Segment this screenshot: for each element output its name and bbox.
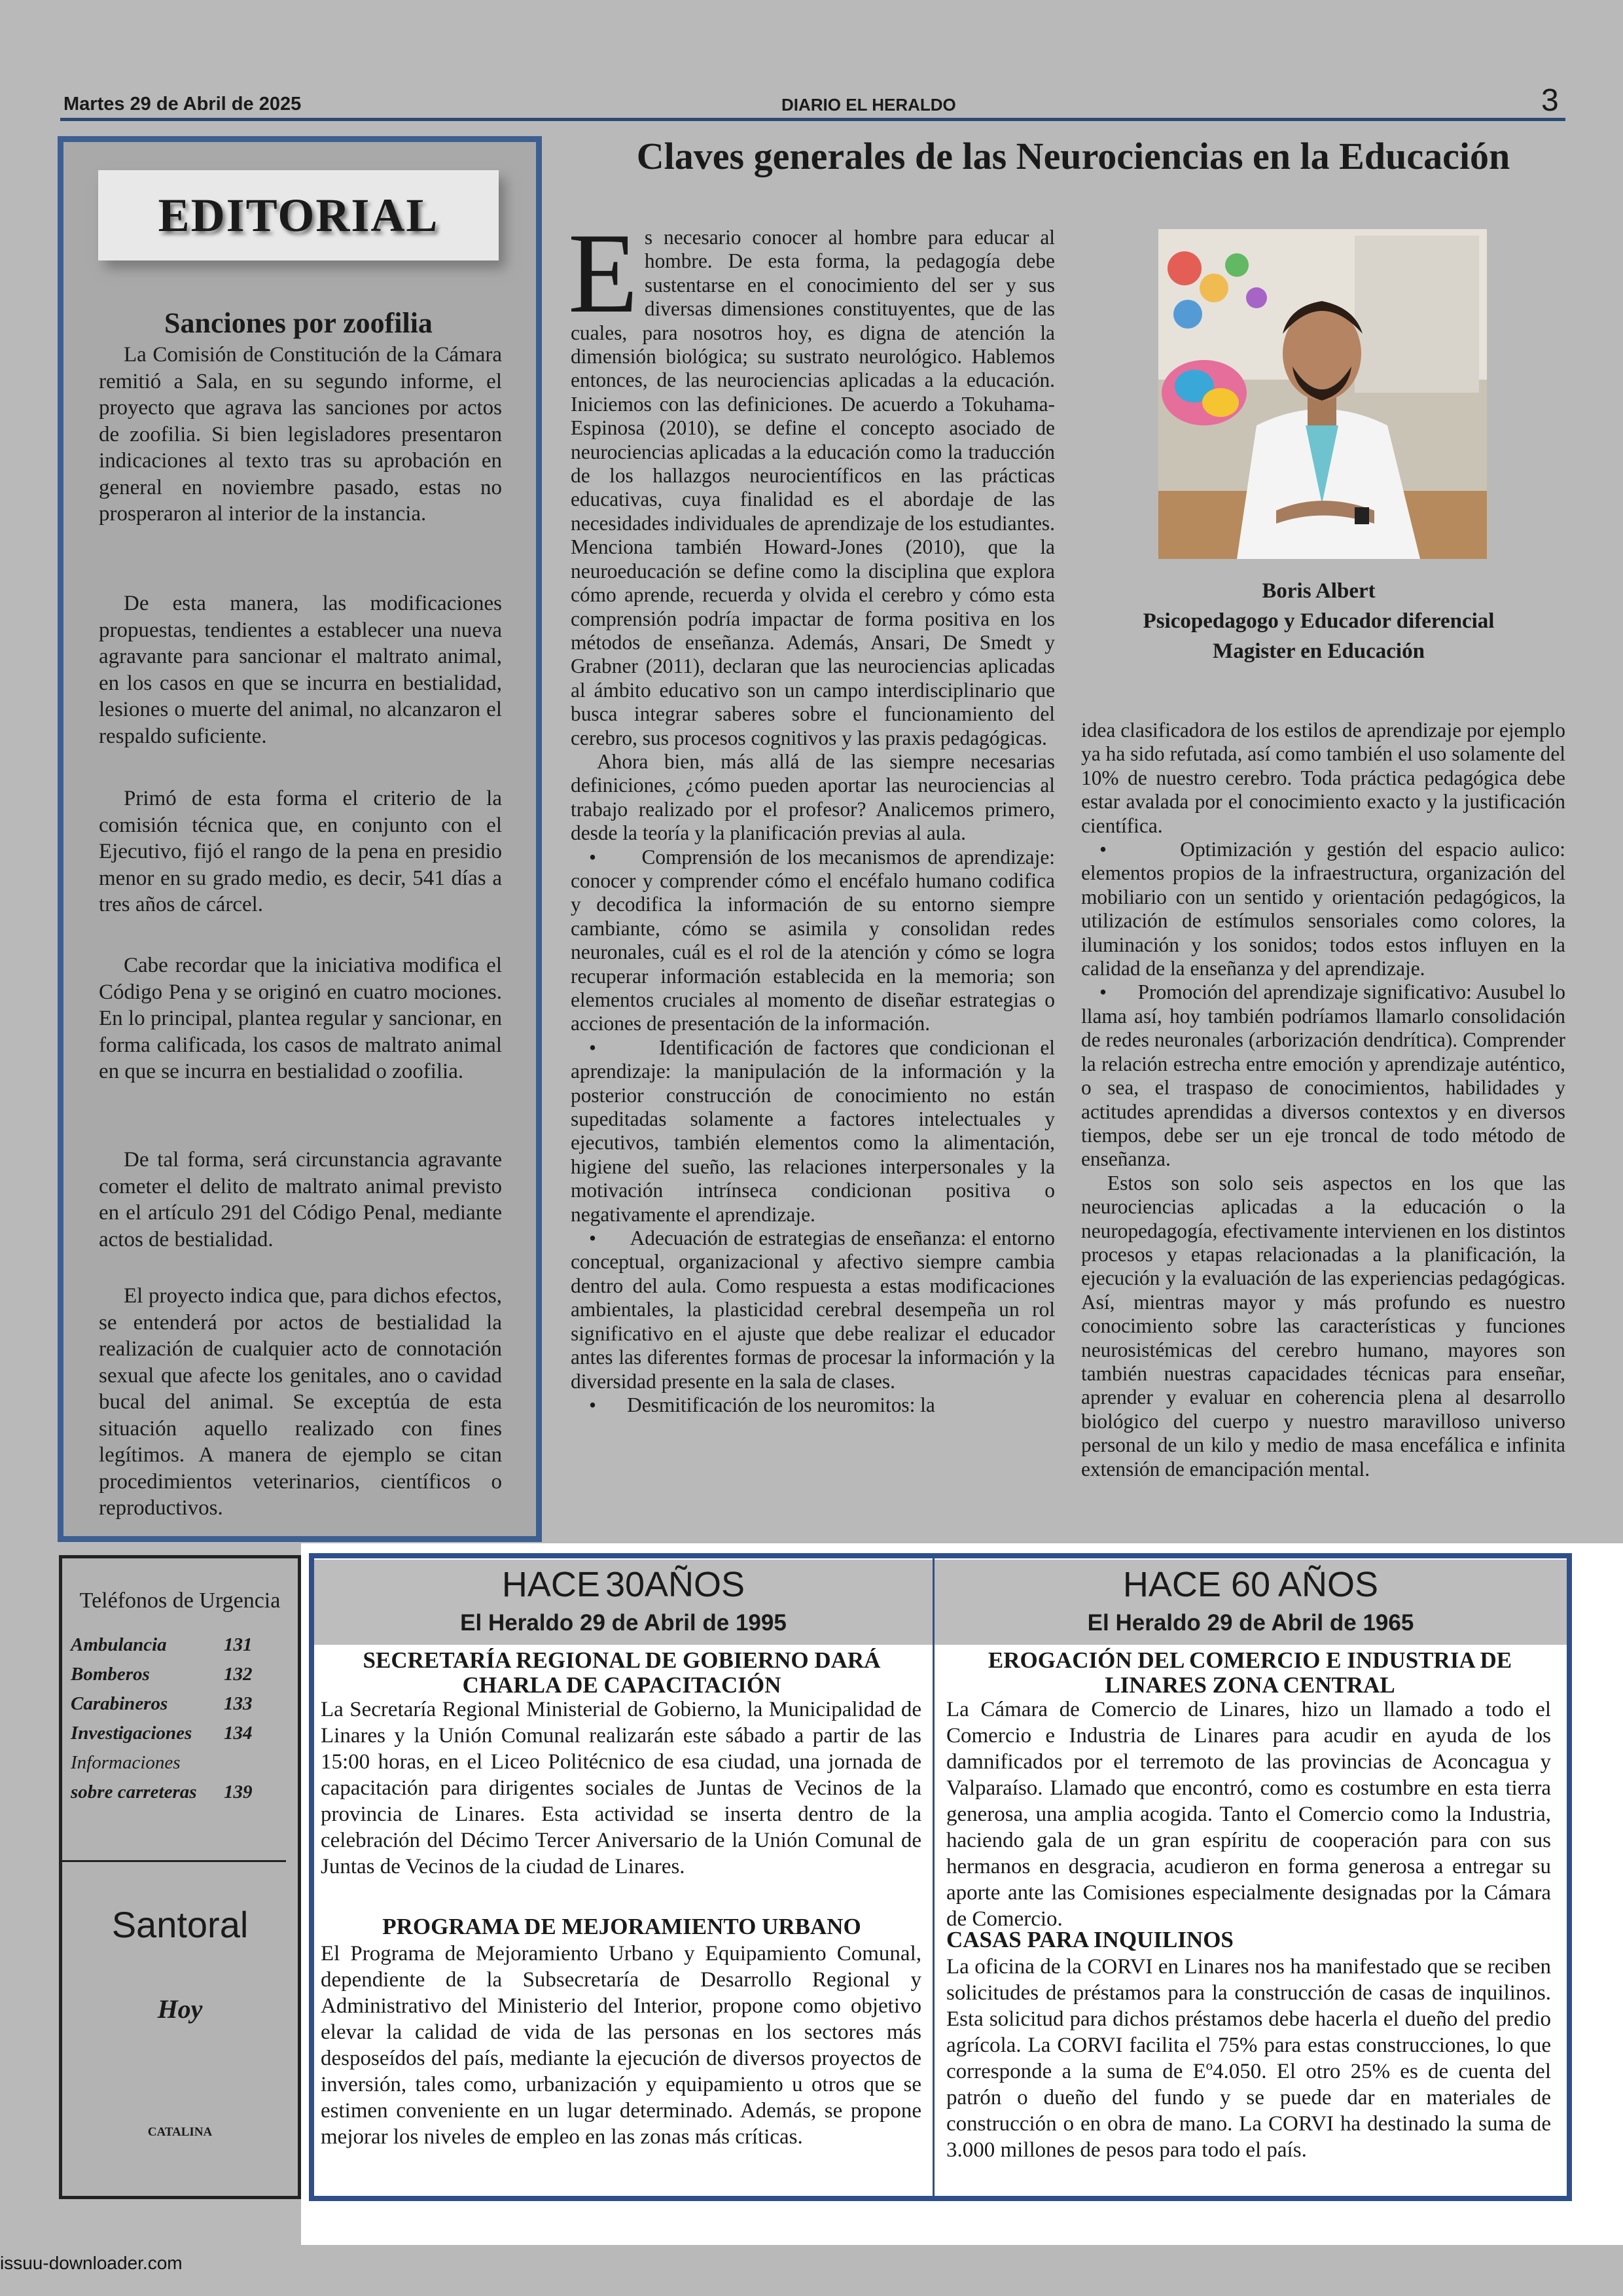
hace30-headline-1: SECRETARÍA REGIONAL DE GOBIERNO DARÁ CHARLA DE CAPACITACIÓN [363, 1647, 881, 1698]
editorial-label: EDITORIAL [98, 170, 499, 260]
article-bullet: • Promoción del aprendizaje significativo: Ausubel lo llama así, hoy también podríamos llamarlo consolidación de redes neuronales (arborización dendrítica). Comprender la relación estrecha entre emoción y aprendizaje auténtico, o sea, el traspaso de conocimientos, habilidades y actitudes aprendidas a diversos contextos y en diversos tiempos, debe ser un eje troncal de todo método de enseñanza. [1081, 980, 1565, 1171]
emergency-info-label: Informaciones [71, 1752, 181, 1773]
editorial-headline: Sanciones por zoofilia [164, 307, 433, 339]
newspaper-name: DIARIO EL HERALDO [781, 95, 956, 115]
author-photo [1158, 229, 1487, 559]
emergency-label: Bomberos [71, 1664, 150, 1685]
hace30-headline-2: PROGRAMA DE MEJORAMIENTO URBANO [382, 1914, 861, 1939]
author-role: Psicopedagogo y Educador diferencial [1143, 609, 1495, 633]
article-bullet: • Adecuación de estrategias de enseñanza: el entorno conceptual, organizacional y afectivo siempre cambia dentro del aula. Como respuesta a estas modificaciones ambientales, la plasticidad cerebral desempeña un rol significativo en el ajuste que debe realizar el educador antes las diferentes formas de procesar la información y la diversidad presente en la sala de clases. [571, 1227, 1055, 1393]
emergency-label: Carabineros [71, 1693, 168, 1714]
hace60-title: HACE 60 AÑOS [1122, 1565, 1379, 1604]
article-bullet: • Identificación de factores que condicionan el aprendizaje: la manipulación de la información y la posterior construcción de conocimiento no están supeditadas solamente a factores intelectuales y ejecutivos, también elementos como la alimentación, higiene del sueño, las relaciones interpersonales y la motivación intrínseca condicionan positiva o negativamente el aprendizaje. [571, 1035, 1055, 1226]
emergency-row [71, 1664, 267, 1685]
hace30-title: HACE 30AÑOS [501, 1565, 745, 1604]
emergency-number: 134 [224, 1723, 253, 1744]
article-column-1 [568, 209, 1055, 1417]
editorial-paragraph: Cabe recordar que la iniciativa modifica el Código Pena y se originó en cuatro mociones. En lo principal, plantea regular y sancionar, en forma calificada, los casos de maltrato animal en que se incurra en bestialidad o zoofilia. [99, 954, 502, 1083]
editorial-paragraph: Primó de esta forma el criterio de la comisión técnica que, en conjunto con el Ejecutivo, fijó el rango de la pena en presidio menor en su grado medio, es decir, 541 días a tres años de cárcel. [99, 787, 502, 916]
author-name: Boris Albert [1262, 579, 1376, 603]
hace60-headline-1: EROGACIÓN DEL COMERCIO E INDUSTRIA DE LINARES ZONA CENTRAL [988, 1647, 1512, 1698]
emergency-label: sobre carreteras [71, 1782, 197, 1803]
editorial-paragraph: De tal forma, será circunstancia agravante cometer el delito de maltrato animal previsto en el artículo 291 del Código Penal, mediante actos de bestialidad. [99, 1148, 502, 1251]
header-rule [60, 118, 1565, 121]
emergency-title: Teléfonos de Urgencia [79, 1588, 281, 1613]
emergency-number: 132 [224, 1664, 253, 1685]
santoral-title: Santoral [111, 1904, 249, 1945]
emergency-row [71, 1693, 267, 1715]
santoral-saint: CATALINA [147, 2125, 213, 2139]
page-number: 3 [1541, 83, 1559, 118]
drop-cap: E [568, 209, 638, 336]
article-paragraph: s necesario conocer al hombre para educar al hombre. De esta forma, la pedagogía debe sustentarse en el conocimiento del ser y sus diversas dimensiones constituyentes, que de las cuales, para nosotros hoy, es digna de atención la dimensión biológica; su sustrato neurológico. Hablemos entonces, de las neurociencias aplicadas a la educación. Iniciemos con las definiciones. De acuerdo a Tokuhama-Espinosa (2010), se define el concepto asociado de neurociencias aplicadas a la educación como la traducción de los hallazgos neurocientíficos en las prácticas educativas, cuya finalidad es el abordaje de las necesidades individuales de aprendizaje de los estudiantes. Menciona también Howard-Jones (2010), que la neuroeducación se define como la disciplina que explora cómo aprende, recuerda y olvida el cerebro y cómo esta comprensión podría impactar de forma positiva en los métodos de enseñanza. Además, Ansari, De Smedt y Grabner (2011), declaran que las neurociencias aplicadas al ámbito educativo son un campo interdisciplinario que busca integrar saberes sobre el funcionamiento del cerebro, sus procesos cognitivos y las praxis pedagógicas. [571, 226, 1055, 749]
watermark: issuu-downloader.com [0, 2253, 183, 2273]
emergency-row [71, 1782, 267, 1803]
emergency-label: Investigaciones [71, 1723, 192, 1744]
santoral-today: Hoy [157, 1994, 203, 2024]
info-divider [62, 1860, 286, 1862]
article-bullet: • Optimización y gestión del espacio aulico: elementos propios de la infraestructura, organización del mobiliario con un sentido y orientación pedagógicos, la utilización de estímulos sensoriales como colores, la iluminación y los sonidos; todos estos influyen en la calidad de la enseñanza y del aprendizaje. [1081, 838, 1565, 980]
issue-date: Martes 29 de Abril de 2025 [63, 94, 302, 115]
emergency-row [71, 1634, 267, 1656]
editorial-paragraph: De esta manera, las modificaciones propuestas, tendientes a establecer una nueva agravante para sancionar el maltrato animal, en los casos en que se incurra en bestialidad, lesiones o muerte del animal, no alcanzaron el respaldo suficiente. [99, 592, 502, 748]
article-paragraph: Ahora bien, más allá de las siempre necesarias definiciones, ¿cómo pueden aportar las neurociencias al trabajo realizado por el profesor? Analicemos primero, desde la teoría y la planificación previas al aula. [571, 749, 1055, 845]
article-column-2 [1081, 719, 1565, 1481]
hace60-subtitle: El Heraldo 29 de Abril de 1965 [1087, 1610, 1414, 1636]
emergency-number: 131 [224, 1634, 253, 1655]
article-bullet: • Comprensión de los mecanismos de aprendizaje: conocer y comprender cómo el encéfalo humano codifica y decodifica la información de su entorno siempre cambiante, cómo se asimila y consolidan redes neuronales, cuál es el rol de la atención y cómo se logra recuperar información establecida en la memoria; son elementos cruciales al momento de diseñar estrategias o acciones de presentación de la información. [571, 845, 1055, 1035]
author-degree: Magister en Educación [1213, 639, 1425, 663]
editorial-paragraph: El proyecto indica que, para dichos efectos, se entenderá por actos de bestialidad la realización de cualquier acto de connotación sexual que afecte los genitales, ano o cavidad bucal del animal. Se exceptúa de esta situación aquello realizado con fines legítimos. A manera de ejemplo se citan procedimientos veterinarios, científicos o reproductivos. [99, 1284, 502, 1520]
article-paragraph: Estos son solo seis aspectos en los que las neurociencias aplicadas a la educación o la neuropedagogía, efectivamente intervienen en los distintos procesos y etapas relacionadas a la planificación, la ejecución y la evaluación de las experiencias pedagógicas. Así, mientras mayor y más profundo es nuestro conocimiento sobre las características y funciones neurosistémicas del cerebro humano, mayores son también nuestras capacidades técnicas para enseñar, aprender y evaluar en coherencia plena al desarrollo biológico del cuerpo y nuestro maravilloso universo personal de un kilo y medio de masa encefálica e infinita extensión de emancipación mental. [1081, 1171, 1565, 1480]
hace60-paragraph-1: La Cámara de Comercio de Linares, hizo un llamado a todo el Comercio e Industria de Linares para acudir en ayuda de los damnificados por el terremoto de las provincias de Aconcagua y Valparaíso. Llamado que encontró, como es costumbre en esta tierra generosa, una amplia acogida. Tanto el Comercio como la Industria, haciendo gala de un gran espíritu de cooperación para con sus hermanos en desgracia, acudieron en forma generosa a entregar su aporte ante las Comisiones especialmente designadas por la Cámara de Comercio. [946, 1698, 1551, 1931]
hace30-paragraph-2: El Programa de Mejoramiento Urbano y Equipamiento Comunal, dependiente de la Subsecretaría de Desarrollo Regional y Administrativo del Ministerio del Interior, propone como objetivo elevar la calidad de vida de las personas en los sectores más desposeídos del país, mediante la ejecución de diversos proyectos de inversión, tales como, urbanización y equipamiento u otros que se estimen conveniente en un lugar determinado. Además, se propone mejorar los niveles de empleo en las zonas más críticas. [321, 1942, 921, 2149]
author-credit [1080, 576, 1558, 666]
article-title: Claves generales de las Neurociencias en la Educación [636, 135, 1510, 177]
article-bullet: • Desmitificación de los neuromitos: la [589, 1393, 935, 1416]
editorial-paragraph: La Comisión de Constitución de la Cámara remitió a Sala, en su segundo informe, el proyecto que agrava las sanciones por actos de zoofilia. Si bien legisladores presentaron indicaciones al texto tras su aprobación en general en noviembre pasado, estas no prosperaron al interior de la instancia. [99, 343, 502, 526]
hace30-subtitle: El Heraldo 29 de Abril de 1995 [460, 1610, 787, 1636]
hace30-paragraph-1: La Secretaría Regional Ministerial de Gobierno, la Municipalidad de Linares y la Unión Comunal realizarán este sábado a partir de las 15:00 horas, en el Liceo Politécnico de esa ciudad, una jornada de capacitación para dirigentes sociales de Juntas de Vecinos de la provincia de Linares. Esta actividad se inserta dentro de la celebración del Décimo Tercer Aniversario de la Unión Comunal de Juntas de Vecinos de la ciudad de Linares. [321, 1698, 921, 1878]
hace-divider [933, 1558, 935, 2196]
emergency-label: Ambulancia [71, 1634, 167, 1655]
emergency-number: 139 [224, 1782, 253, 1803]
article-paragraph: idea clasificadora de los estilos de aprendizaje por ejemplo ya ha sido refutada, así como también el uso solamente del 10% de nuestro cerebro. Toda práctica pedagógica debe estar avalada por el conocimiento exacto y la justificación científica. [1081, 719, 1565, 837]
emergency-row [71, 1723, 267, 1744]
emergency-number: 133 [224, 1693, 253, 1714]
hace60-headline-2: CASAS PARA INQUILINOS [946, 1927, 1234, 1952]
hace60-paragraph-2: La oficina de la CORVI en Linares nos ha manifestado que se reciben solicitudes de préstamos para la construcción de casas de inquilinos. Esta solicitud para dichos préstamos debe hacerla el dueño del predio agrícola. La CORVI facilita el 75% para estas construcciones, lo que corresponde a la suma de Eº4.050. El otro 25% es de cuenta del patrón o dueño del fundo y se puede dar en materiales de construcción o en obra de mano. La CORVI ha destinado la suma de 3.000 millones de pesos para todo el país. [946, 1955, 1551, 2162]
